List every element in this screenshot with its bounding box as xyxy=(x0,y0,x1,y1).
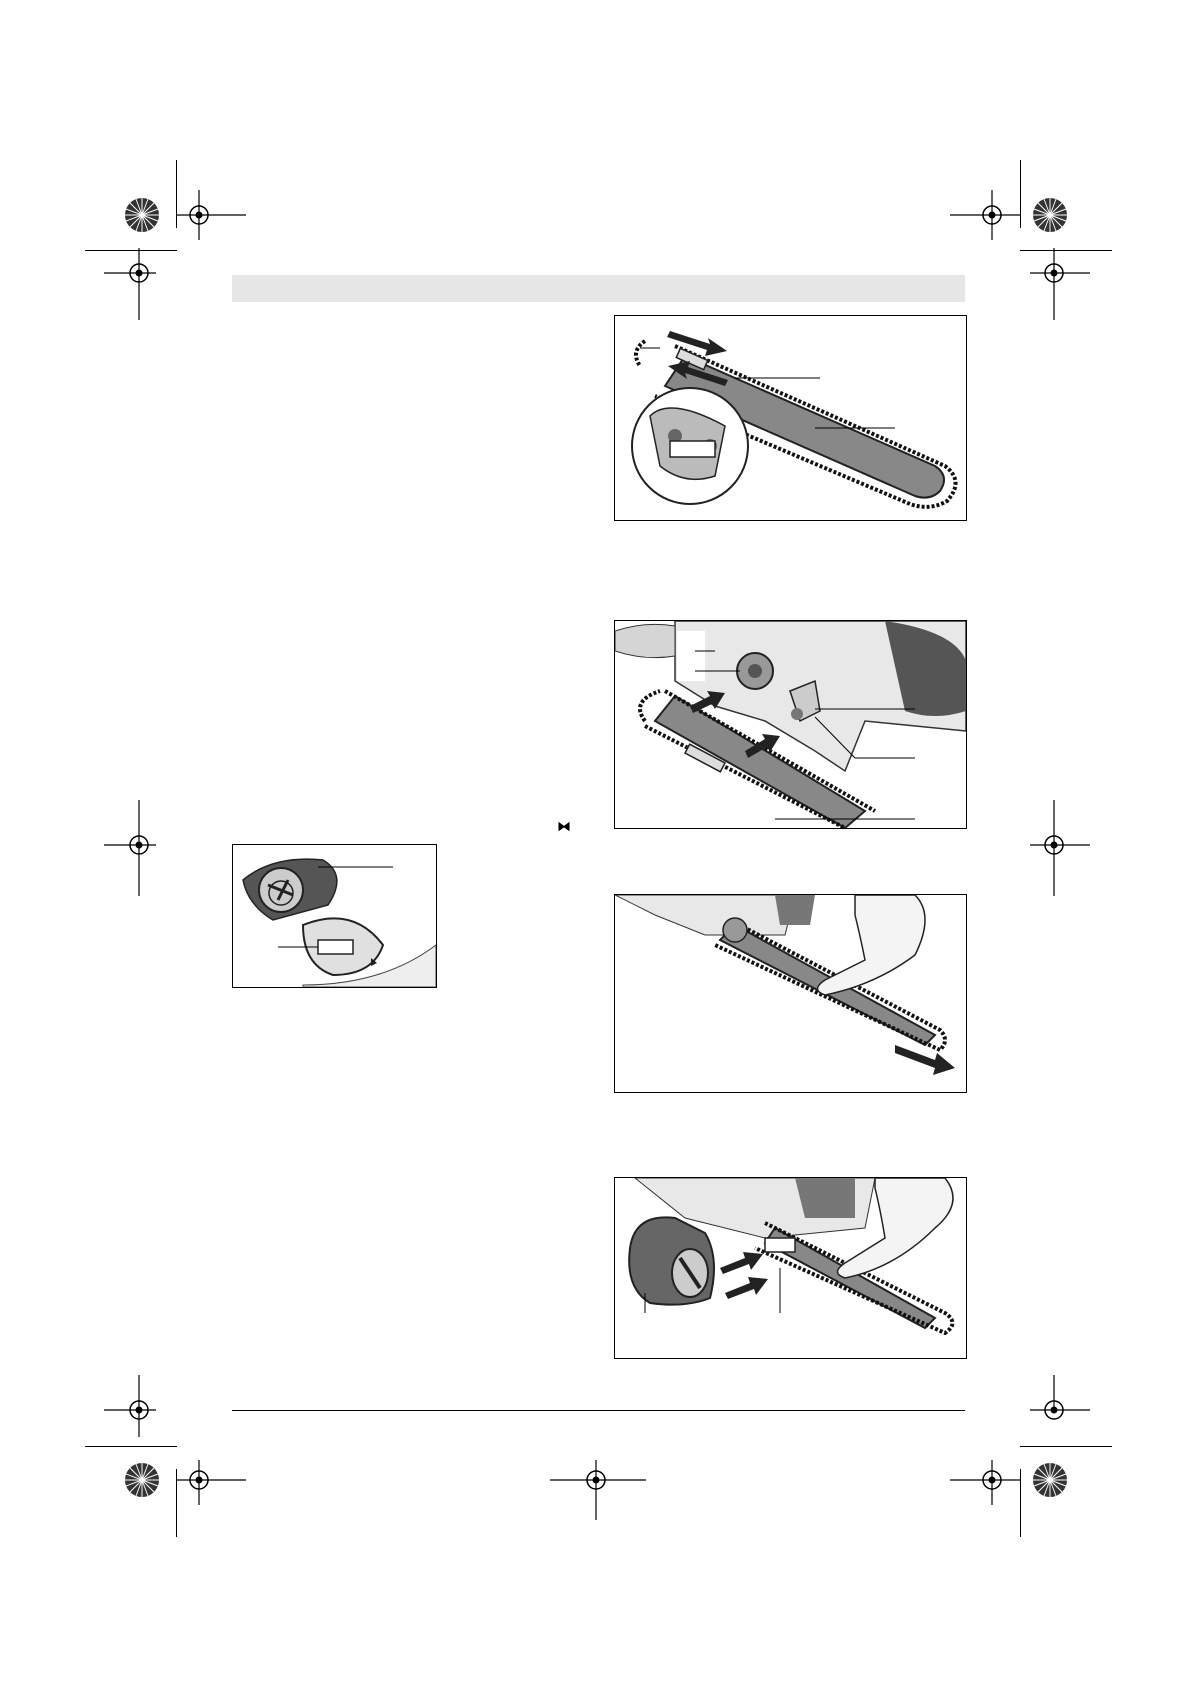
registration-crosshair xyxy=(104,248,156,320)
registration-crosshair xyxy=(950,1460,1020,1520)
registration-crosshair xyxy=(176,190,246,240)
registration-crosshair xyxy=(1030,800,1090,896)
radial-registration-mark xyxy=(1032,197,1068,233)
registration-crosshair xyxy=(104,800,156,896)
radial-registration-mark xyxy=(124,197,160,233)
registration-crosshair xyxy=(1030,248,1090,320)
registration-crosshair xyxy=(176,1460,246,1520)
crop-mark xyxy=(1020,1446,1112,1447)
registration-crosshair xyxy=(550,1460,646,1520)
figure-cover-detail xyxy=(232,844,437,988)
tool-symbol-icon: ⧓ xyxy=(557,818,571,834)
registration-crosshair xyxy=(950,190,1020,240)
figure-chain-pull-test xyxy=(614,894,967,1093)
footer-rule xyxy=(232,1410,965,1411)
crop-mark xyxy=(85,1446,177,1447)
crop-mark xyxy=(1020,1469,1021,1537)
registration-crosshair xyxy=(104,1375,156,1437)
figure-bar-mounting xyxy=(614,620,967,829)
header-bar xyxy=(232,275,965,302)
registration-crosshair xyxy=(1030,1375,1090,1437)
crop-mark xyxy=(1020,160,1021,228)
radial-registration-mark xyxy=(124,1462,160,1498)
radial-registration-mark xyxy=(1032,1462,1068,1498)
figure-cover-fitting xyxy=(614,1177,967,1359)
figure-chain-on-bar xyxy=(614,315,967,521)
